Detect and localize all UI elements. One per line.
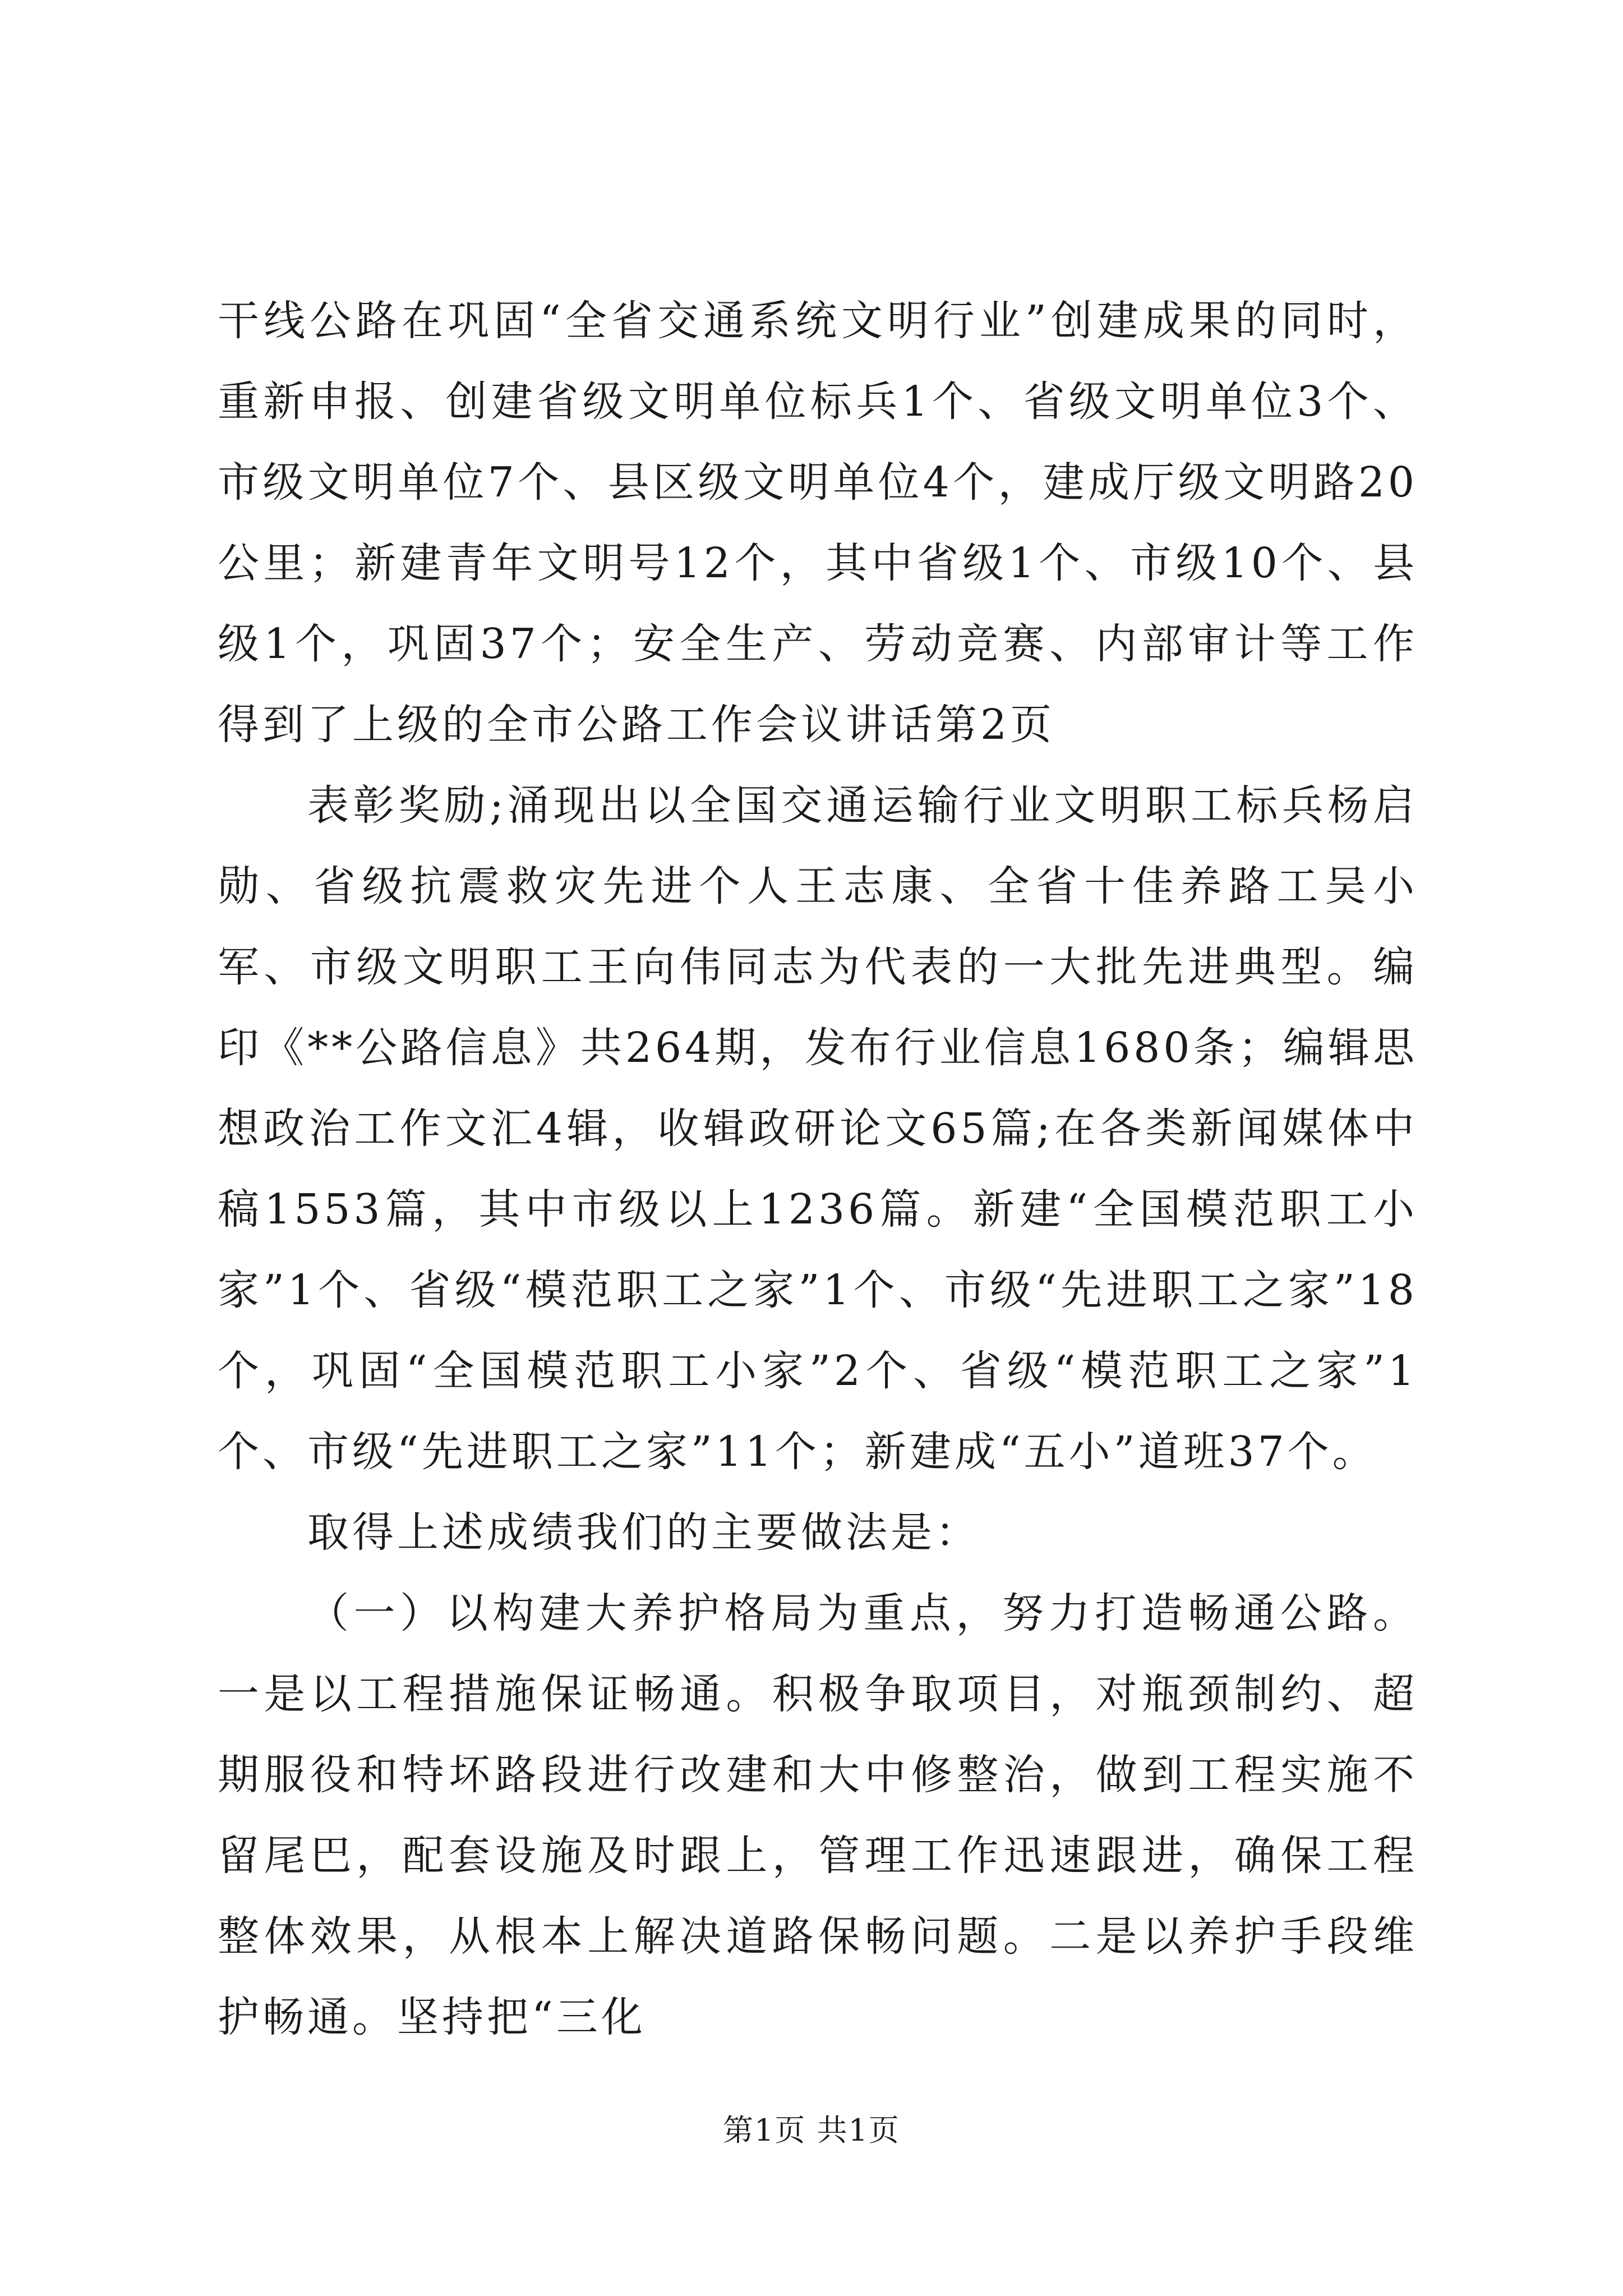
paragraph-continuation: 干线公路在巩固“全省交通系统文明行业”创建成果的同时，重新申报、创建省级文明单位标兵1个、省级文明单位3个、市级文明单位7个、县区级文明单位4个，建成厅级文明路20公里；新建青年文明号12个，其中省级1个、市级10个、县级1个，巩固37个；安全生产、劳动竞赛、内部审计等工作得到了上级的全市公路工作会议讲话第2页 <box>218 297 1418 749</box>
page-footer: 第1页 共1页 <box>723 2113 900 2148</box>
document-body <box>218 280 1418 2058</box>
paragraph-awards: 表彰奖励;涌现出以全国交通运输行业文明职工标兵杨启勋、省级抗震救灾先进个人王志康、全省十佳养路工吴小军、市级文明职工王向伟同志为代表的一大批先进典型。编印《**公路信息》共264期，发布行业信息1680条；编辑思想政治工作文汇4辑，收辑政研论文65篇;在各类新闻媒体中稿1553篇，其中市级以上1236篇。新建“全国模范职工小家”1个、省级“模范职工之家”1个、市级“先进职工之家”18个，巩固“全国模范职工小家”2个、省级“模范职工之家”1个、市级“先进职工之家”11个；新建成“五小”道班37个。 <box>218 781 1418 1476</box>
paragraph-methods-intro: 取得上述成绩我们的主要做法是： <box>307 1508 980 1557</box>
paragraph-method-one: （一）以构建大养护格局为重点，努力打造畅通公路。一是以工程措施保证畅通。积极争取项目，对瓶颈制约、超期服役和特坏路段进行改建和大中修整治，做到工程实施不留尾巴，配套设施及时跟上，管理工作迅速跟进，确保工程整体效果，从根本上解决道路保畅问题。二是以养护手段维护畅通。坚持把“三化 <box>218 1589 1418 2041</box>
